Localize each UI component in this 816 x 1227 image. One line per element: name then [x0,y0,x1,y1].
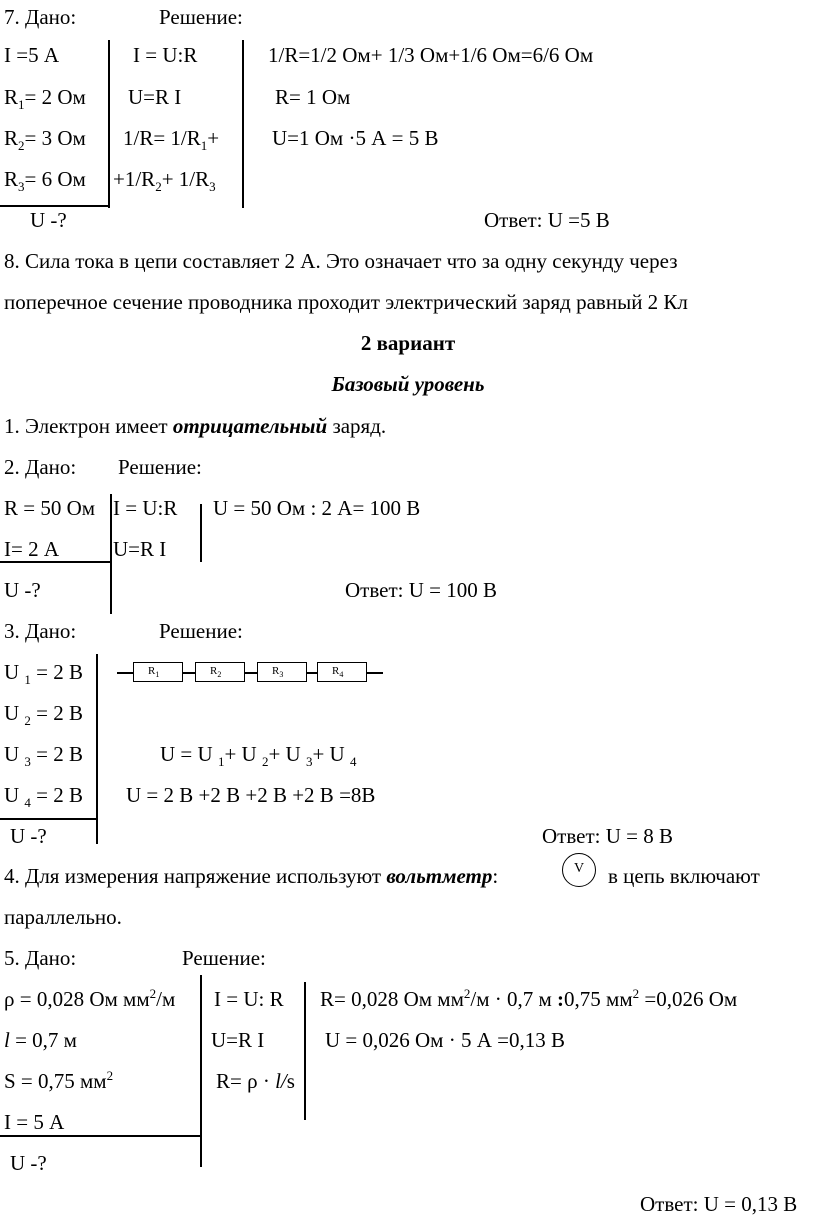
p5-formula-voltage: U=R I [211,1028,265,1052]
circuit-wire [183,672,195,674]
p4-statement: 4. Для измерения напряжение используют вольтметр: [4,864,499,888]
p2-given-divider [110,494,112,614]
p7-answer: Ответ: U =5 В [484,208,610,232]
p3-calc: U = 2 В +2 В +2 В +2 В =8В [126,783,376,807]
resistor-r2: $R_2$ [195,662,245,682]
p3-given-u4: U $_4$ = 2 В [4,783,84,811]
p3-given-u2: U $_2$ = 2 В [4,701,84,729]
resistor-r1: $R_1$ [133,662,183,682]
p7-formula-parallel: $1/R= 1/R_1+$ [123,126,220,154]
p1-statement: 1. Электрон имеет отрицательный заряд. [4,414,387,438]
p7-calc-voltage: U=1 Ом ·5 А = 5 В [272,126,439,150]
p5-given-resistivity: ρ = 0,028 Ом $мм^2/м$ [4,986,176,1011]
resistor-r3: $R_3$ [257,662,307,682]
p7-title: 7. Дано: [4,5,77,29]
p2-answer: Ответ: U = 100 В [345,578,497,602]
p5-given-divider [200,975,202,1167]
p3-given-divider [96,654,98,844]
voltmeter-symbol: V [562,853,596,887]
p7-given-divider [108,40,110,208]
p2-unknown: U -? [4,578,41,602]
p4-emphasis: вольтметр [386,864,493,888]
p5-formula-ohm: I = U: R [214,987,284,1011]
p2-solution-divider [200,504,202,562]
p5-title: 5. Дано: [4,946,77,970]
p5-formula-resistance: R= ρ · l/s [216,1069,295,1093]
p5-calc-resistance: R= 0,028 Ом $мм^2/м \cdot 0,7$ м :0,75 $мм^2 =0,026$ Ом [320,986,738,1011]
p7-given-r2: $R_2= 3$ Ом [4,126,86,154]
circuit-wire-left [117,672,133,674]
p2-solution-label: Решение: [118,455,202,479]
p7-calc-resistance-sum: 1/R=1/2 Ом+ 1/3 Ом+1/6 Ом=6/6 Ом [268,43,594,67]
p5-unknown: U -? [10,1151,47,1175]
p3-formula: U = U $_1$+ U $_2$+ U $_3$+ U $_4$ [160,742,357,770]
p3-given-underline [0,818,97,820]
p2-calc: U = 50 Ом : 2 А= 100 В [213,496,421,520]
p2-formula-ohm: I = U:R [113,496,178,520]
p5-given-underline [0,1135,201,1137]
p5-given-length: l = 0,7 м [4,1028,77,1052]
p2-given-underline [0,561,111,563]
p5-given-area: S = 0,75 $мм^2$ [4,1068,114,1093]
p8-line1: 8. Сила тока в цепи составляет 2 А. Это означает что за одну секунду через [4,249,678,273]
p5-given-current: I = 5 А [4,1110,65,1134]
p3-title: 3. Дано: [4,619,77,643]
p7-formula-parallel-cont: $+1/R_2+ 1/R_3$ [113,167,216,195]
p5-calc-voltage: U = 0,026 Ом · 5 А =0,13 В [325,1028,565,1052]
p3-given-u3: U $_3$ = 2 В [4,742,84,770]
p3-solution-label: Решение: [159,619,243,643]
p4-statement-cont: в цепь включают [608,864,760,888]
level-heading: Базовый уровень [331,372,485,396]
p5-solution-label: Решение: [182,946,266,970]
p7-solution-divider [242,40,244,208]
p2-given-resistance: R = 50 Ом [4,496,96,520]
p7-given-current: I =5 А [4,43,60,67]
p7-calc-resistance: R= 1 Ом [275,85,351,109]
p3-answer: Ответ: U = 8 В [542,824,673,848]
p3-unknown: U -? [10,824,47,848]
p7-formula-ohm: I = U:R [133,43,198,67]
p7-formula-voltage: U=R I [128,85,182,109]
p4-line2: параллельно. [4,905,122,929]
p7-unknown: U -? [30,208,67,232]
p5-solution-divider [304,982,306,1120]
p3-given-u1: U $_1$ = 2 В [4,660,84,688]
p7-given-r3: $R_3= 6$ Ом [4,167,86,195]
p8-line2: поперечное сечение проводника проходит электрический заряд равный 2 Кл [4,290,688,314]
p2-given-current: I= 2 А [4,537,60,561]
p7-given-underline [0,205,110,207]
circuit-wire [245,672,257,674]
resistor-r4: $R_4$ [317,662,367,682]
p1-emphasis: отрицательный [172,414,328,438]
p2-title: 2. Дано: [4,455,77,479]
p2-formula-voltage: U=R I [113,537,167,561]
circuit-wire-right [367,672,383,674]
variant-heading: 2 вариант [360,331,456,355]
p5-answer: Ответ: U = 0,13 В [640,1192,798,1216]
p7-solution-label: Решение: [159,5,243,29]
p7-given-r1: $R_1= 2$ Ом [4,85,86,113]
circuit-wire [307,672,317,674]
